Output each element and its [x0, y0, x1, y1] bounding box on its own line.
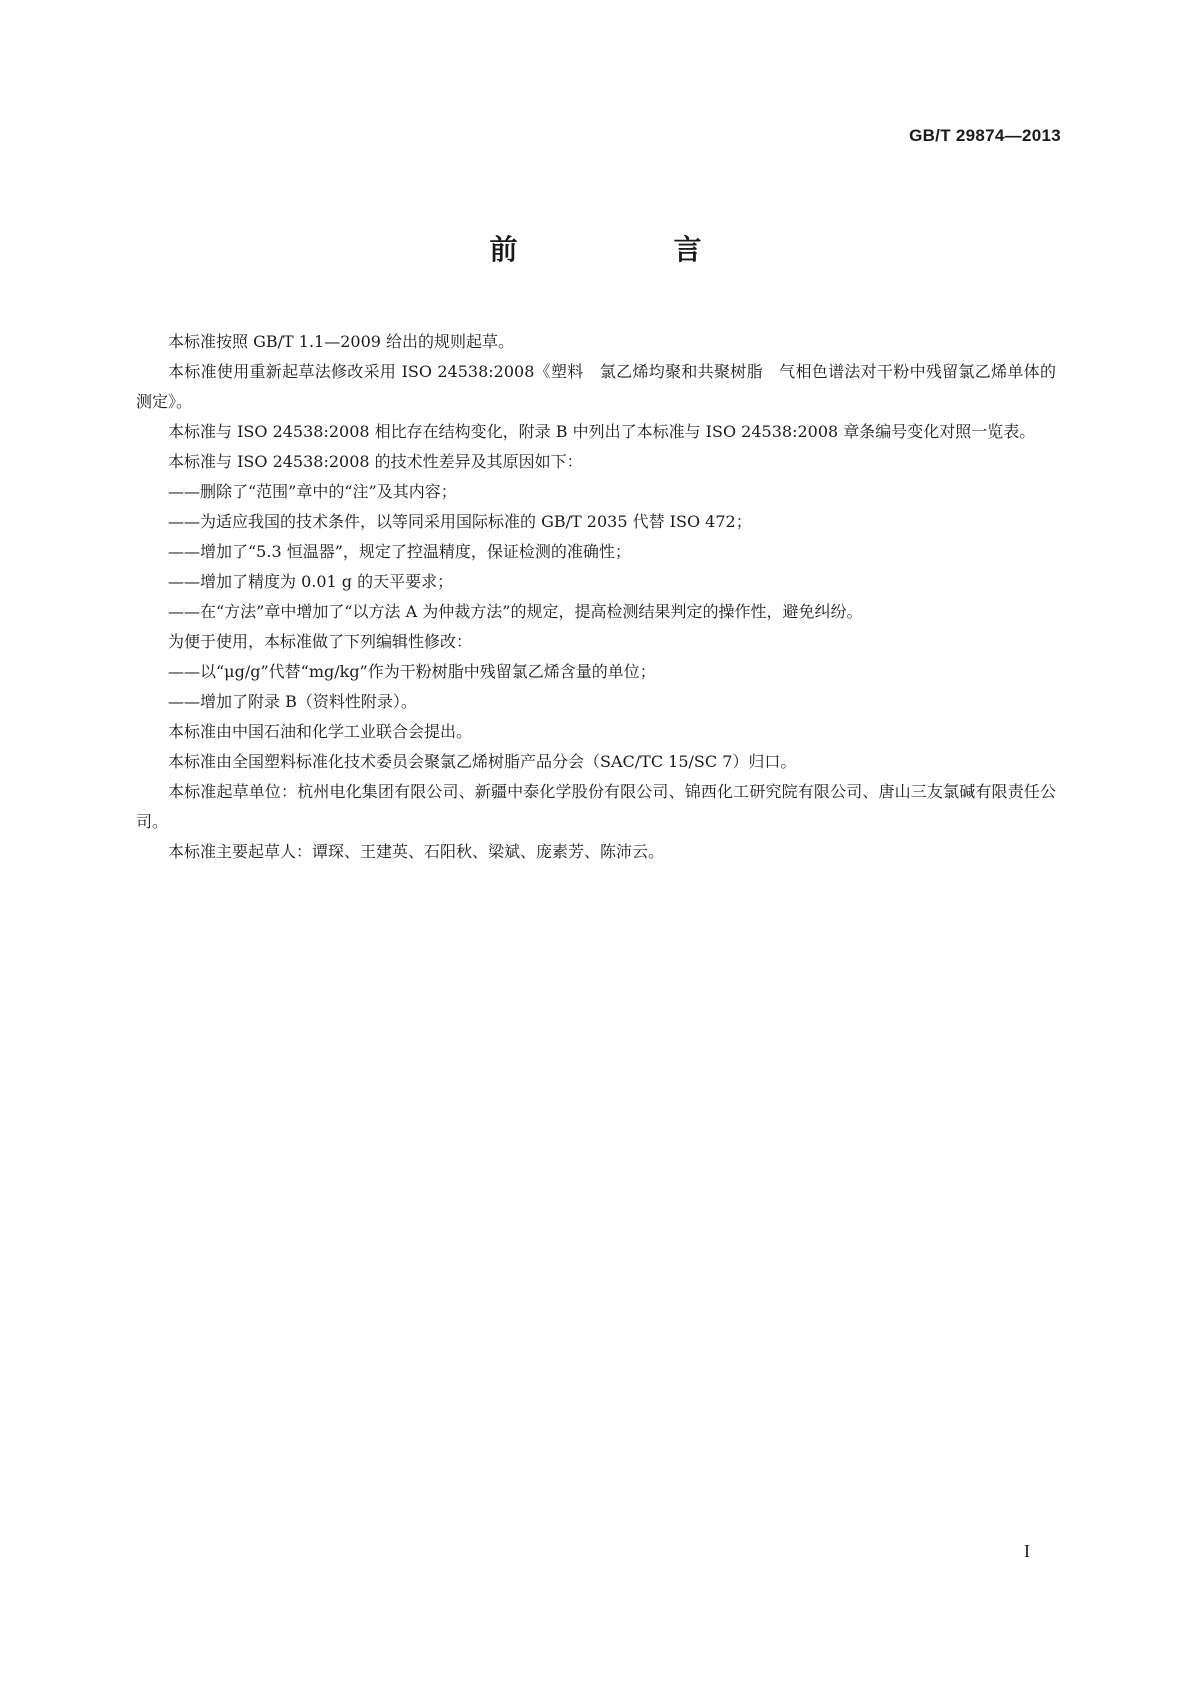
paragraph-drafting-rules: 本标准按照 GB/T 1.1—2009 给出的规则起草。: [168, 332, 515, 351]
list-item-difference-3: ——增加了“5.3 恒温器”，规定了控温精度，保证检测的准确性；: [168, 542, 631, 561]
standard-code: GB/T 29874—2013: [909, 126, 1061, 145]
list-item-editorial-2: ——增加了附录 B（资料性附录）。: [168, 692, 417, 711]
page-number: I: [1024, 1541, 1030, 1561]
list-item-difference-4: ——增加了精度为 0.01 g 的天平要求；: [168, 572, 454, 591]
list-item-editorial-1: ——以“μg/g”代替“mg/kg”作为干粉树脂中残留氯乙烯含量的单位；: [168, 662, 656, 681]
paragraph-proposed-by: 本标准由中国石油和化学工业联合会提出。: [168, 722, 473, 741]
page-title: 前 言: [489, 233, 766, 266]
paragraph-editorial-changes: 为便于使用，本标准做了下列编辑性修改：: [168, 632, 473, 651]
paragraph-technical-differences: 本标准与 ISO 24538:2008 的技术性差异及其原因如下：: [168, 452, 583, 471]
paragraph-drafting-units: 本标准起草单位：杭州电化集团有限公司、新疆中泰化学股份有限公司、锦西化工研究院有限公司、唐山三友氯碱有限责任公司。: [136, 782, 1056, 831]
list-item-difference-2: ——为适应我国的技术条件，以等同采用国际标准的 GB/T 2035 代替 ISO 472；: [168, 512, 752, 531]
paragraph-structure-change: 本标准与 ISO 24538:2008 相比存在结构变化，附录 B 中列出了本标准与 ISO 24538:2008 章条编号变化对照一览表。: [168, 422, 1036, 441]
list-item-difference-1: ——删除了“范围”章中的“注”及其内容；: [168, 482, 457, 501]
paragraph-drafters: 本标准主要起草人：谭琛、王建英、石阳秋、梁斌、庞素芳、陈沛云。: [168, 842, 665, 861]
list-item-difference-5: ——在“方法”章中增加了“以方法 A 为仲裁方法”的规定，提高检测结果判定的操作性，避免纠纷。: [168, 602, 863, 621]
foreword-body: [136, 327, 1056, 867]
paragraph-adoption: 本标准使用重新起草法修改采用 ISO 24538:2008《塑料 氯乙烯均聚和共聚树脂 气相色谱法对干粉中残留氯乙烯单体的测定》。: [136, 362, 1056, 411]
paragraph-managed-by: 本标准由全国塑料标准化技术委员会聚氯乙烯树脂产品分会（SAC/TC 15/SC 7）归口。: [168, 752, 797, 771]
